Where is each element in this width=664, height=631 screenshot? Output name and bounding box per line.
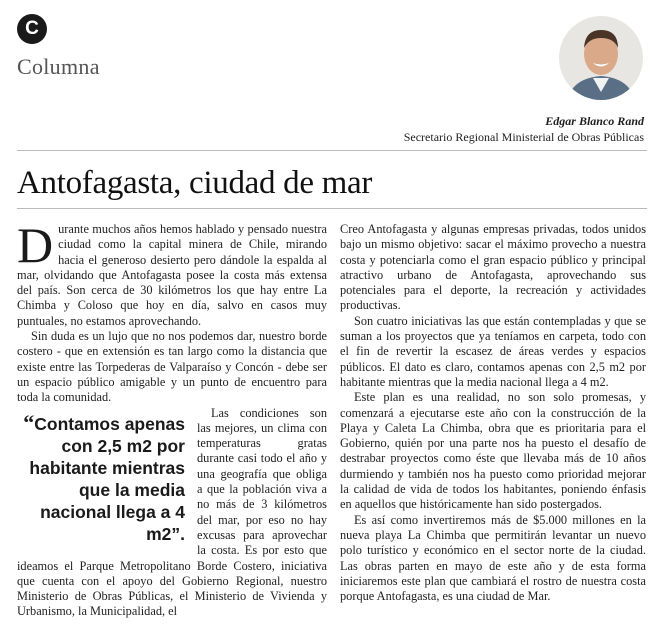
paragraph-5: Son cuatro iniciativas las que están contempladas y que se suman a los proyectos que ya teníamos en carpeta, todo con el fin de revertir la escasez de áreas verdes y espacios públicos. El dato es claro, contamos apenas con 2,5 m2 por habitante mientras que la media nacional llega a 4 m2. <box>340 313 646 389</box>
author-photo <box>559 16 643 100</box>
paragraph-3: Las condiciones son las mejores, un clima con temperaturas gratas durante casi todo el año y una geografía que obliga a que la población viva a no más de 3 kilómetros del mar, por eso no hay excusas para aprovechar la costa. Es por esto que ideamos el Parque Metropolitano Borde Costero, iniciativa que cuenta con el apoyo del Gobierno Regional, nuestro Ministerio de Obras Públicas, el Ministerio de Vivienda y Urbanismo, la Municipalidad, el <box>17 405 327 619</box>
paragraph-1 <box>17 217 327 329</box>
article-title: Antofagasta, ciudad de mar <box>17 165 373 201</box>
drop-cap: D <box>17 217 54 273</box>
column-right <box>340 222 646 604</box>
pull-quote <box>17 409 185 545</box>
paragraph-7: Es así como invertiremos más de $5.000 millones en la nueva playa La Chimba que permitirán levantar un nuevo polo turístico y económico en el sector norte de la ciudad. Las obras parten en mayo de este año y de esta forma iniciaremos este plan que cambiará el rostro de nuestra costa porque Antofagasta, es una ciudad de Mar. <box>340 512 646 604</box>
paragraph-6: Este plan es una realidad, no son solo promesas, y comenzará a ejecutarse este año con la construcción de la Playa y Caleta La Chimba, obra que es prioritaria para el Gobierno, quién por una parte nos ha puesto el desafío de destrabar proyectos como éste que llevaba más de 10 años durmiendo y también nos ha puesto como prioridad mejorar la calidad de vida de todos los habitantes, poniendo énfasis en aquellos que históricamente han sido postergados. <box>340 390 646 512</box>
author-name: Edgar Blanco Rand <box>545 114 644 128</box>
author-role: Secretario Regional Ministerial de Obras Públicas <box>403 130 644 144</box>
paragraph-4: Creo Antofagasta y algunas empresas privadas, todos unidos bajo un mismo objetivo: sacar el máximo provecho a nuestra costa y potenciarla como el gran espacio público y principal atractivo urbano de Antofagasta, aprovechando sus potenciales para el deporte, la recreación y actividades productivas. <box>340 222 646 313</box>
divider-top <box>17 150 647 151</box>
quote-close-mark: ”. <box>171 523 185 544</box>
pull-quote-text: Contamos apenas con 2,5 m2 por habitante mientras que la media nacional llega a 4 m2 <box>29 413 185 544</box>
newspaper-logo-icon <box>17 14 47 44</box>
column-left <box>17 217 327 620</box>
divider-title <box>17 208 647 209</box>
paragraph-2: Sin duda es un lujo que no nos podemos dar, nuestro borde costero - que en extensión es tan largo como la distancia que existe entre las Torpederas de Valparaíso y Concón - debe ser un espacio público amigable y un punto de encuentro para toda la comunidad. <box>17 329 327 405</box>
author-block <box>404 113 644 145</box>
quote-open-mark: “ <box>23 409 35 435</box>
logo-letter: C <box>25 18 39 39</box>
section-label: Columna <box>17 54 100 79</box>
paragraph-1-text: urante muchos años hemos hablado y pensado nuestra ciudad como la capital minera de Chile, mirando hacia el generoso desierto pero dándole la espalda al mar, olvidando que Antofagasta posee la costa más extensa del país. Son cerca de 30 kilómetros los que hay entre La Chimba y Coloso que hoy en día, salvo en casos muy puntuales, no estamos aprovechando. <box>17 222 327 328</box>
